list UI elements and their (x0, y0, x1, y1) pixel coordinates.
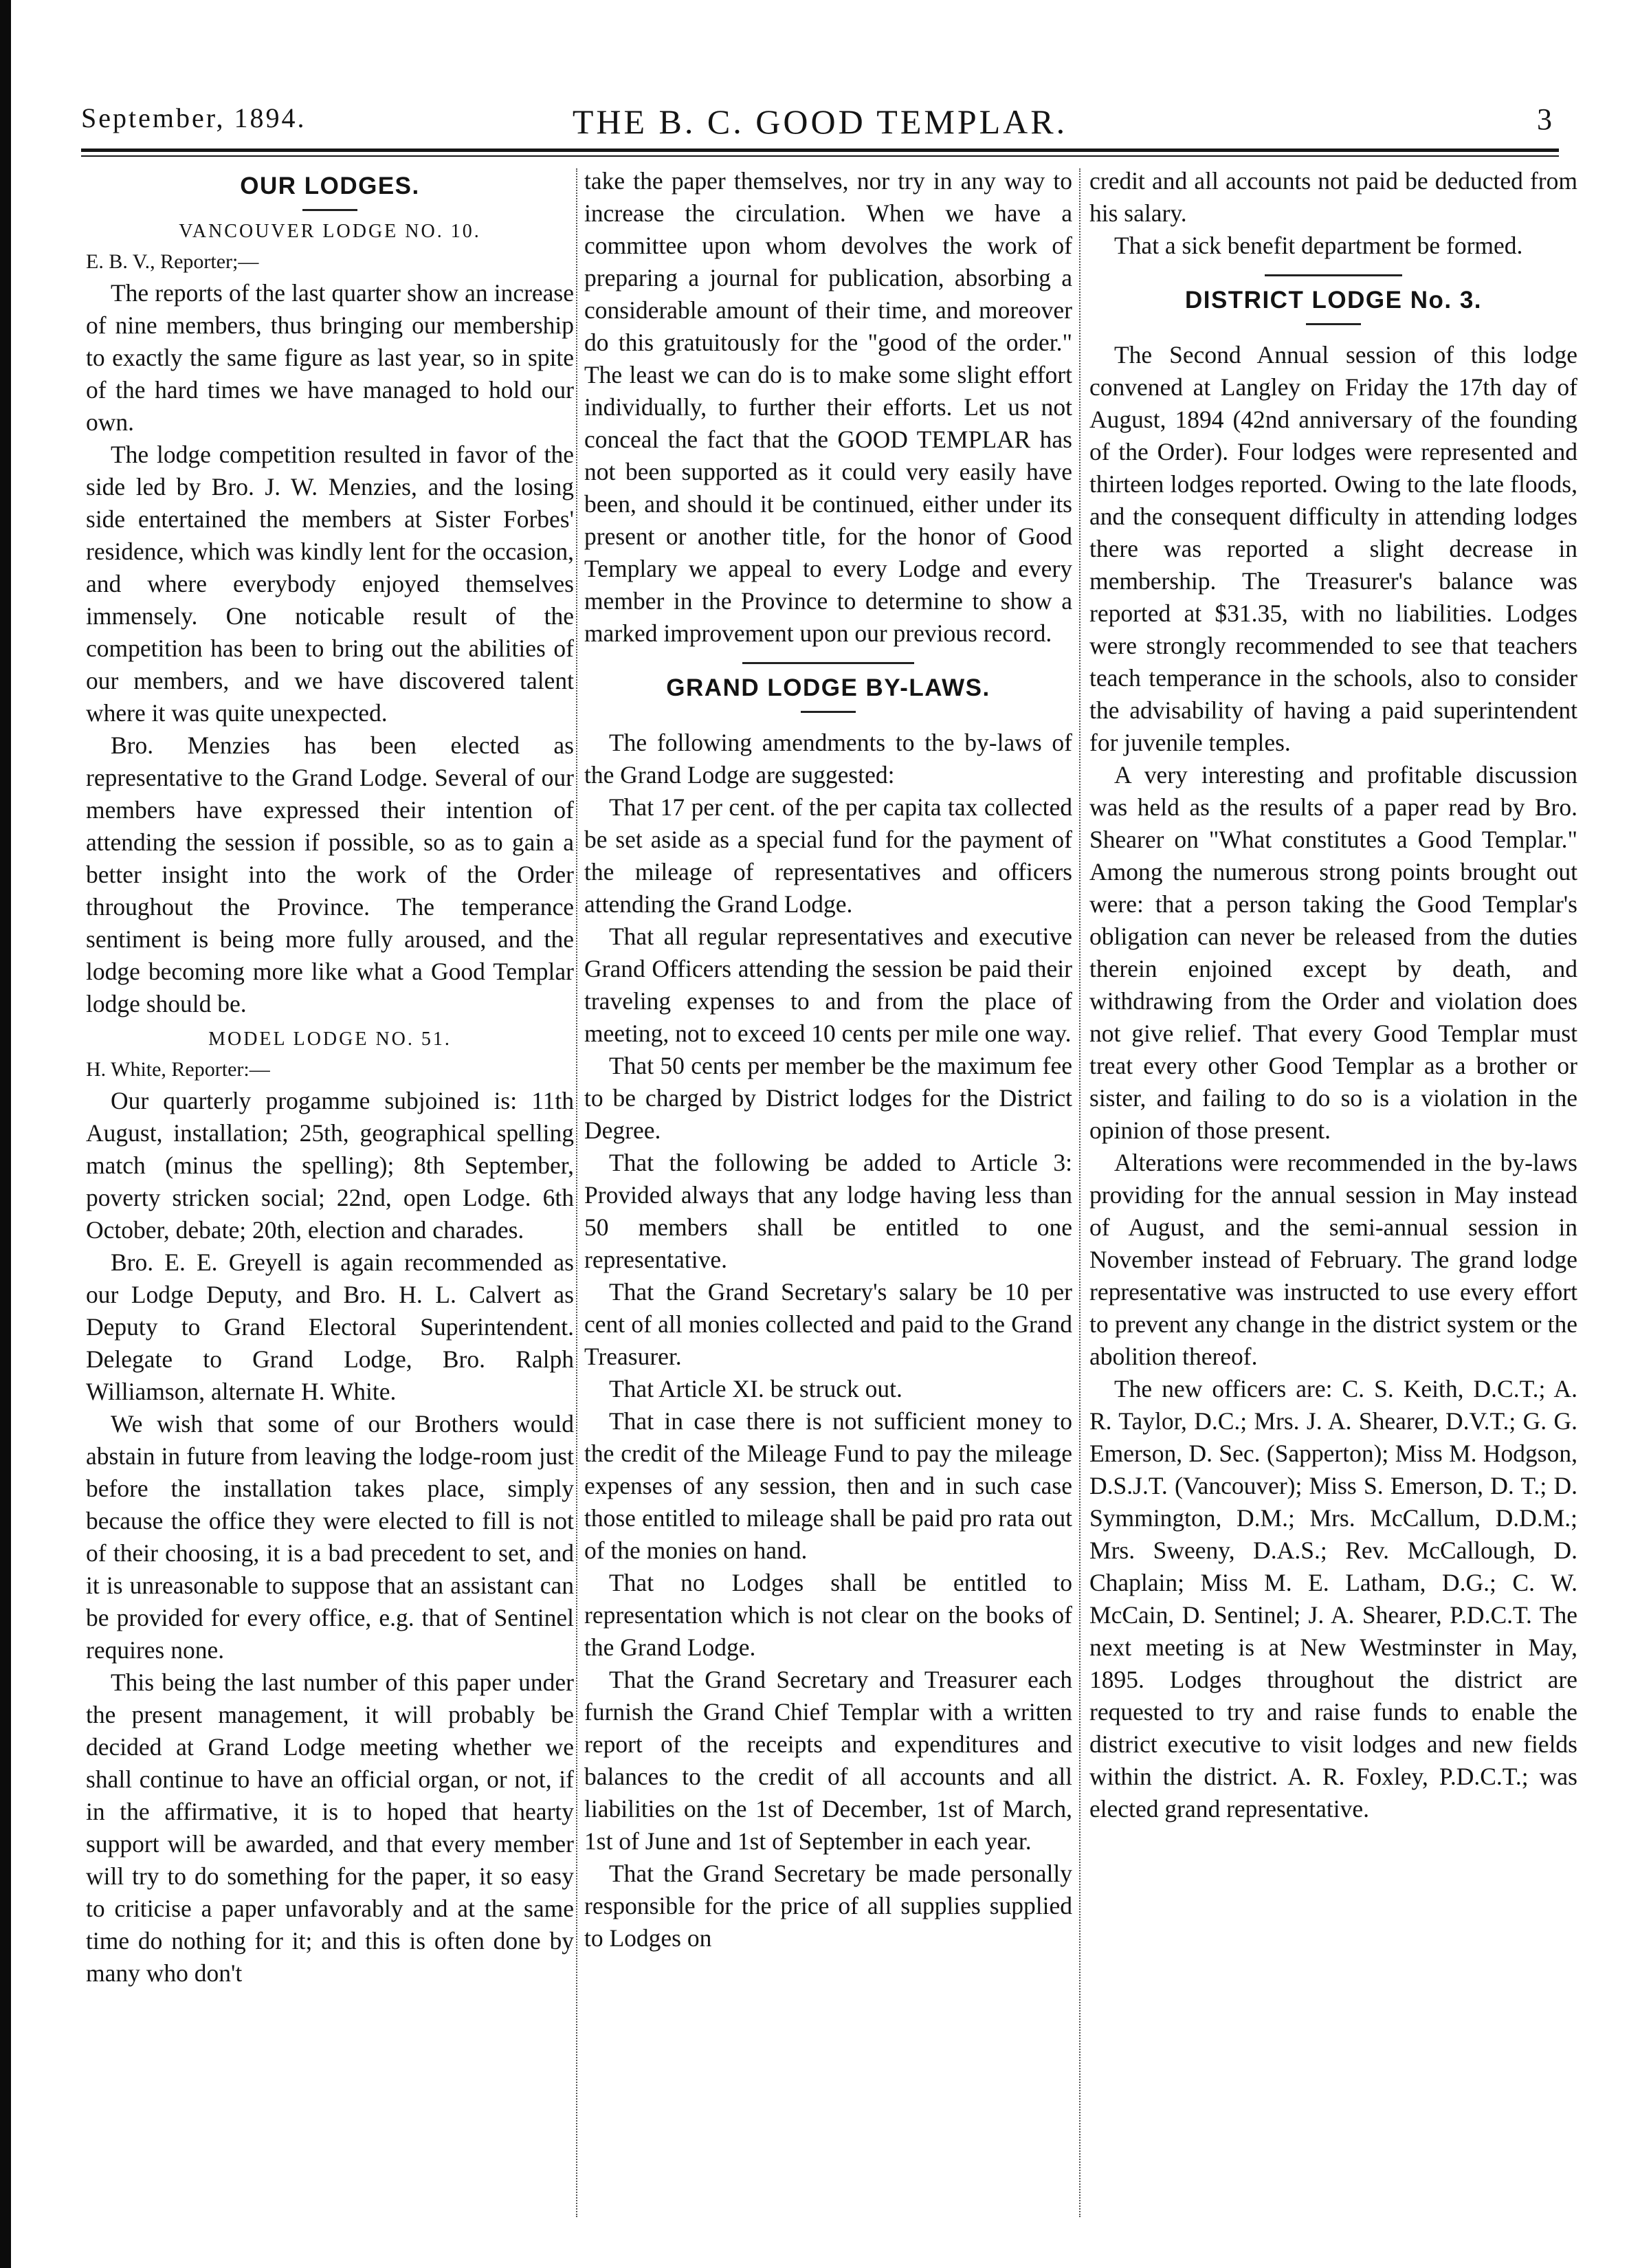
continued-paragraph: take the paper themselves, nor try in any way to increase the circulation. When we have a committee upon whom devolves the work of preparing a journal for publication, absorbing a considerable amount of their time, and moreover do this gratuitously for the "good of the order." The least we can do is to make some slight effort individually, to further their efforts. Let us not conceal the fact that the GOOD TEMPLAR has not been supported as it could very easily have been, and should it be continued, either under its present or another title, for the honor of Good Templary we appeal to every Lodge and every member in the Province to determine to show a marked improvement upon our previous record. (584, 167, 1072, 647)
continued-paragraph: credit and all accounts not paid be deducted from his salary. (1089, 167, 1577, 227)
vancouver-reporter: E. B. V., Reporter;— (86, 250, 259, 273)
district-paragraph: The new officers are: C. S. Keith, D.C.T.; A. R. Taylor, D.C.; Mrs. J. A. Shearer, D.V.T.; G. G. Emerson, D. Sec. (Sapperton); Miss M. Hodgson, D.S.J.T. (Vancouver); Miss S. Emerson, D. T.; D. Symmington, D.M.; Mrs. McCallum, D.D.M.; Mrs. Sweeny, D.A.S.; Rev. McCallough, D. Chaplain; Miss M. E. Latham, D.G.; C. W. McCain, D. Sentinel; J. A. Shearer, P.D.C.T. The next meeting is at New Westminster in May, 1895. Lodges throughout the district are requested to try and raise funds to enable the district executive to visit lodges and new fields within the district. A. R. Foxley, P.D.C.T.; was elected grand representative. (1089, 1375, 1577, 1823)
district-paragraph: Alterations were recommended in the by-laws providing for the annual session in May instead of August, and the semi-annual session in November instead of February. The grand lodge representative was instructed to use every effort to prevent any change in the district system or the abolition thereof. (1089, 1149, 1577, 1370)
district-paragraph: The Second Annual session of this lodge convened at Langley on Friday the 17th day of August, 1894 (42nd anniversary of the founding of the Order). Four lodges were represented and thirteen lodges reported. Owing to the late floods, and the consequent difficulty in attending lodges there was reported a slight decrease in membership. The Treasurer's balance was reported at $31.35, with no liabilities. Lodges were strongly recommended to see that teachers teach temperance in the schools, also to consider the advisability of having a paid superintendent for juvenile temples. (1089, 341, 1577, 756)
bylaw-paragraph: The following amendments to the by-laws of the Grand Lodge are suggested: (584, 729, 1072, 789)
bylaw-paragraph: That in case there is not sufficient money to the credit of the Mileage Fund to pay the mileage expenses of any session, then and in such case those entitled to mileage shall be paid pro rata out of the monies on hand. (584, 1407, 1072, 1564)
bylaw-paragraph: That Article XI. be struck out. (609, 1375, 902, 1402)
model-paragraph: Bro. E. E. Greyell is again recommended as our Lodge Deputy, and Bro. H. L. Calvert as Deputy to Grand Electoral Superintendent. Delegate to Grand Lodge, Bro. Ralph Williamson, alternate H. White. (86, 1248, 574, 1405)
column-3 (1089, 165, 1577, 2221)
bylaw-paragraph: That 17 per cent. of the per capita tax collected be set aside as a special fund for the payment of the mileage of representatives and officers attending the Grand Lodge. (584, 793, 1072, 918)
header-rule-thin (81, 155, 1559, 157)
model-reporter: H. White, Reporter:— (86, 1058, 270, 1081)
column-1 (86, 165, 574, 2221)
bylaw-paragraph: That the Grand Secretary be made personally responsible for the price of all supplies supplied to Lodges on (584, 1860, 1072, 1952)
heading-rule (302, 209, 357, 211)
bylaw-paragraph: That no Lodges shall be entitled to representation which is not clear on the books of the Grand Lodge. (584, 1569, 1072, 1661)
bylaw-paragraph: That the Grand Secretary and Treasurer each furnish the Grand Chief Templar with a written report of the receipts and expenditures and balances to the credit of all accounts and all liabilities on the 1st of December, 1st of March, 1st of June and 1st of September in each year. (584, 1666, 1072, 1855)
vancouver-paragraph: The reports of the last quarter show an increase of nine members, thus bringing our membership to exactly the same figure as last year, so in spite of the hard times we have managed to hold our own. (86, 279, 574, 436)
model-paragraph: This being the last number of this paper under the present management, it will probably be decided at Grand Lodge meeting whether we shall continue to have an official organ, or not, if in the affirmative, it is to hoped that hearty support will be awarded, and that every member will try to do something for the paper, it so easy to criticise a paper unfavorably and at the same time do nothing for it; and this is often done by many who don't (86, 1669, 574, 1987)
vancouver-paragraph: Bro. Menzies has been elected as representative to the Grand Lodge. Several of our members have expressed their intention of attending the session if possible, so as to gain a better insight into the work of the Order throughout the Province. The temperance sentiment is being more fully aroused, and the lodge becoming more like what a Good Templar lodge should be. (86, 731, 574, 1017)
column-2 (584, 165, 1072, 2221)
heading-rule (1306, 323, 1361, 325)
model-paragraph: We wish that some of our Brothers would abstain in future from leaving the lodge-room just before the installation takes place, simply because the office they were elected to fill is not of their choosing, it is a bad precedent to set, and it is unreasonable to suppose that an assistant can be provided for every office, e.g. that of Sentinel requires none. (86, 1410, 574, 1664)
vancouver-lodge-subheading: VANCOUVER LODGE NO. 10. (179, 221, 481, 242)
header-date: September, 1894. (81, 102, 307, 133)
bylaw-paragraph: That the Grand Secretary's salary be 10 per cent of all monies collected and paid to the Grand Treasurer. (584, 1278, 1072, 1370)
section-rule (742, 662, 914, 664)
our-lodges-heading: OUR LODGES. (240, 173, 420, 199)
section-rule (1265, 274, 1402, 276)
bylaw-paragraph: That 50 cents per member be the maximum fee to be charged by District lodges for the District Degree. (584, 1052, 1072, 1144)
bylaw-paragraph: That all regular representatives and executive Grand Officers attending the session be paid their traveling expenses to and from the place of meeting, not to exceed 10 cents per mile one way. (584, 923, 1072, 1047)
header-rule-thick (81, 148, 1559, 152)
district-paragraph: A very interesting and profitable discussion was held as the results of a paper read by Bro. Shearer on "What constitutes a Good Templar." Among the numerous strong points brought out were: that a person taking the Good Templar's obligation can never be released from the duties therein enjoined except by death, and withdrawing from the Order and violation does not give relief. That every Good Templar must treat every other Good Templar as a brother or sister, and failing to do so is a violation in the opinion of those present. (1089, 761, 1577, 1144)
grand-lodge-bylaws-heading: GRAND LODGE BY-LAWS. (666, 674, 990, 701)
sick-benefit-paragraph: That a sick benefit department be formed. (1114, 232, 1523, 259)
district-lodge-heading: DISTRICT LODGE No. 3. (1184, 287, 1483, 313)
page-number: 3 (1537, 102, 1552, 136)
bylaw-paragraph: That the following be added to Article 3: Provided always that any lodge having less than 50 members shall be entitled to one representative. (584, 1149, 1072, 1273)
model-paragraph: Our quarterly progamme subjoined is: 11th August, installation; 25th, geographical spelling match (minus the spelling); 8th September, poverty stricken social; 22nd, open Lodge. 6th October, debate; 20th, election and charades. (86, 1087, 574, 1244)
page-header (81, 96, 1559, 144)
column-divider-1 (576, 168, 577, 2217)
model-lodge-subheading: MODEL LODGE NO. 51. (208, 1028, 452, 1050)
heading-rule (801, 711, 856, 713)
newspaper-title: THE B. C. GOOD TEMPLAR. (572, 102, 1068, 141)
column-divider-2 (1079, 168, 1081, 2217)
binding-edge (0, 0, 11, 2268)
vancouver-paragraph: The lodge competition resulted in favor of the side led by Bro. J. W. Menzies, and the losing side entertained the members at Sister Forbes' residence, which was kindly lent for the occasion, and where everybody enjoyed themselves immensely. One noticable result of the competition has been to bring out the abilities of our members, and we have discovered talent where it was quite unexpected. (86, 441, 574, 727)
